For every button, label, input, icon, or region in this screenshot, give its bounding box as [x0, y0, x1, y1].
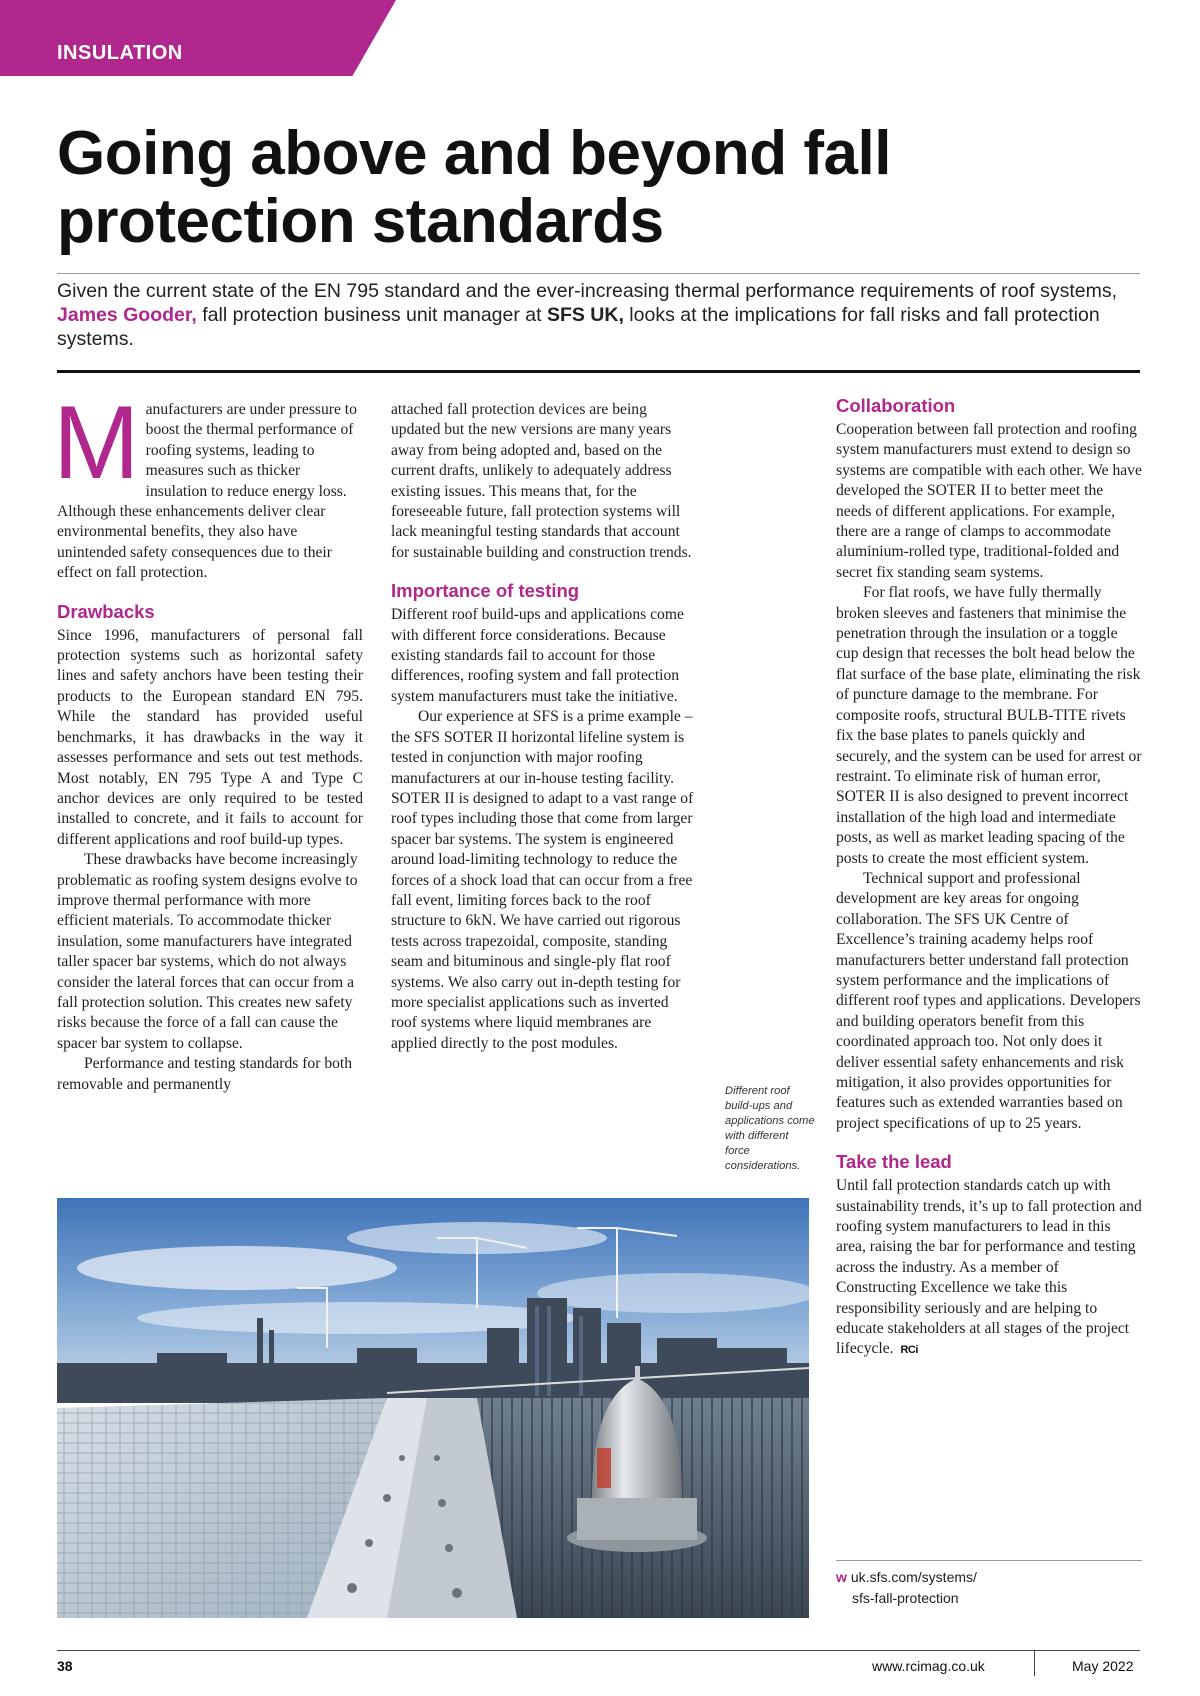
- footer-date: May 2022: [1072, 1658, 1134, 1674]
- standfirst-rule: [57, 370, 1140, 373]
- collaboration-paragraph-1: Cooperation between fall protection and roofing system manufacturers must extend to design so systems are compatible with each other. We have developed the SOTER II to better meet the needs of different applications. For example, there are a range of clamps to accommodate aluminium-rolled type, traditional-folded and secret fix standing seam systems.: [836, 421, 1142, 581]
- intro-paragraph: [53, 385, 363, 584]
- intro-text: anufacturers are under pressure to boost the thermal performance of roofing systems, leading to measures such as thicker insulation to reduce energy loss. Although these enhancements deliver clear environmental benefits, they also have unintended safety consequences due to their effect on fall protection.: [57, 401, 357, 582]
- standfirst-part-2: fall protection business unit manager at: [196, 304, 547, 326]
- weblink-line-2[interactable]: sfs-fall-protection: [852, 1590, 959, 1606]
- footer-url[interactable]: www.rcimag.co.uk: [872, 1658, 985, 1674]
- column-2: [391, 400, 697, 1054]
- drawbacks-paragraph-1: Since 1996, manufacturers of personal fall protection systems such as horizontal safety lines and safety anchors have been testing their products to the European standard EN 795. While the standard has provided useful benchmarks, it has drawbacks in the way it assesses performance and sets out test methods. Most notably, EN 795 Type A and Type C anchor devices are only required to be tested installed to concrete, and it fails to account for different applications and roof build-up types.: [57, 626, 363, 848]
- rci-end-logo: RCi: [900, 1344, 918, 1357]
- column-1: [53, 385, 363, 1095]
- testing-paragraph-1: Different roof build-ups and applications come with different force considerations. Because existing standards fail to account for those differences, roofing system and fall protection system manufacturers must take the initiative.: [391, 606, 684, 705]
- heading-importance-of-testing: Importance of testing: [391, 580, 580, 602]
- weblink-rule: [836, 1560, 1142, 1561]
- headline-line-2: protection standards: [57, 187, 664, 256]
- standfirst: [57, 279, 1143, 351]
- section-label: INSULATION: [57, 42, 183, 64]
- author-name: James Gooder,: [57, 304, 197, 326]
- column-3: [836, 395, 1142, 1361]
- weblink[interactable]: [836, 1567, 1142, 1609]
- standfirst-part-1: Given the current state of the EN 795 standard and the ever-increasing thermal performance requirements of roof systems,: [57, 280, 1118, 302]
- weblink-line-1[interactable]: uk.sfs.com/systems/: [850, 1569, 977, 1585]
- lead-paragraph: [836, 1176, 1142, 1361]
- collaboration-paragraph-3: Technical support and professional development are key areas for ongoing collaboration. The SFS UK Centre of Excellence’s training academy helps roof manufacturers better understand fall protection system performance and the implications of different roof types and applications. Developers and building operators benefit from this coordinated approach too. Not only does it deliver essential safety enhancements and risk mitigation, it also provides opportunities for features such as extended warranties based on project specifications of up to 25 years.: [836, 869, 1141, 1132]
- rooftop-photo: [57, 1198, 809, 1618]
- rooftop-photo-illustration: [57, 1198, 809, 1618]
- footer-divider: [1034, 1651, 1035, 1676]
- heading-drawbacks: Drawbacks: [57, 600, 155, 622]
- collaboration-paragraph-2: For flat roofs, we have fully thermally broken sleeves and fasteners that minimise the penetration through the insulation or a toggle cup design that recesses the bolt head below the flat surface of the base plate, eliminating the risk of puncture damage to the membrane. For composite roofs, structural BULB-TITE rivets fix the base plates to panels quickly and securely, and the system can be used for arrest or restraint. To eliminate risk of human error, SOTER II is also designed to prevent incorrect installation of the high load and intermediate posts, as well as market leading spacing of the posts to create the most efficient system.: [836, 584, 1142, 867]
- headline: [57, 120, 1137, 256]
- drawbacks-paragraph-2: These drawbacks have become increasingly problematic as roofing system designs evolve to improve thermal performance with more efficient materials. To accommodate thicker insulation, some manufacturers have integrated taller spacer bar systems, which do not always consider the lateral forces that can occur from a fall protection solution. This creates new safety risks because the force of a fall can cause the spacer bar system to collapse.: [57, 851, 358, 1052]
- drawbacks-paragraph-3: Performance and testing standards for both removable and permanently: [57, 1055, 353, 1093]
- weblink-prefix: w: [836, 1569, 847, 1585]
- heading-take-the-lead: Take the lead: [836, 1151, 952, 1173]
- photo-caption: Different roof build-ups and applications come with different force considerations.: [725, 1085, 815, 1172]
- footer-rule: [57, 1650, 1140, 1651]
- headline-rule: [57, 273, 1140, 274]
- lead-text: Until fall protection standards catch up with sustainability trends, it’s up to fall protection and roofing system manufacturers to lead in this area, raising the bar for performance and testing across the industry. As a member of Constructing Excellence we take this responsibility seriously and are helping to educate stakeholders at all stages of the project lifecycle.: [836, 1177, 1142, 1358]
- page-number: 38: [57, 1658, 73, 1674]
- col2-paragraph-1: attached fall protection devices are being updated but the new versions are many years away from being adopted and, based on the current drafts, unlikely to adequately address existing issues. This means that, for the foreseeable future, fall protection systems will lack meaningful testing standards that account for sustainable building and construction trends.: [391, 401, 692, 561]
- drop-cap: M: [53, 385, 140, 501]
- testing-paragraph-2: Our experience at SFS is a prime example – the SFS SOTER II horizontal lifeline system is tested in conjunction with major roofing manufacturers at our in-house testing facility. SOTER II is designed to adapt to a vast range of roof types including those that come from larger spacer bar systems. The system is engineered around load-limiting technology to reduce the forces of a shock load that can occur from a free fall event, limiting forces back to the roof structure to 6kN. We have carried out rigorous tests across trapezoidal, composite, standing seam and bituminous and single-ply flat roof systems. We also carry out in-depth testing for more specialist applications such as inverted roof systems where liquid membranes are applied directly to the post modules.: [391, 708, 694, 1052]
- company-name: SFS UK,: [546, 304, 624, 326]
- headline-line-1: Going above and beyond fall: [57, 119, 891, 188]
- standfirst-part-3: looks at the implications for fall risks and fall protection systems.: [57, 304, 1100, 350]
- heading-collaboration: Collaboration: [836, 395, 956, 416]
